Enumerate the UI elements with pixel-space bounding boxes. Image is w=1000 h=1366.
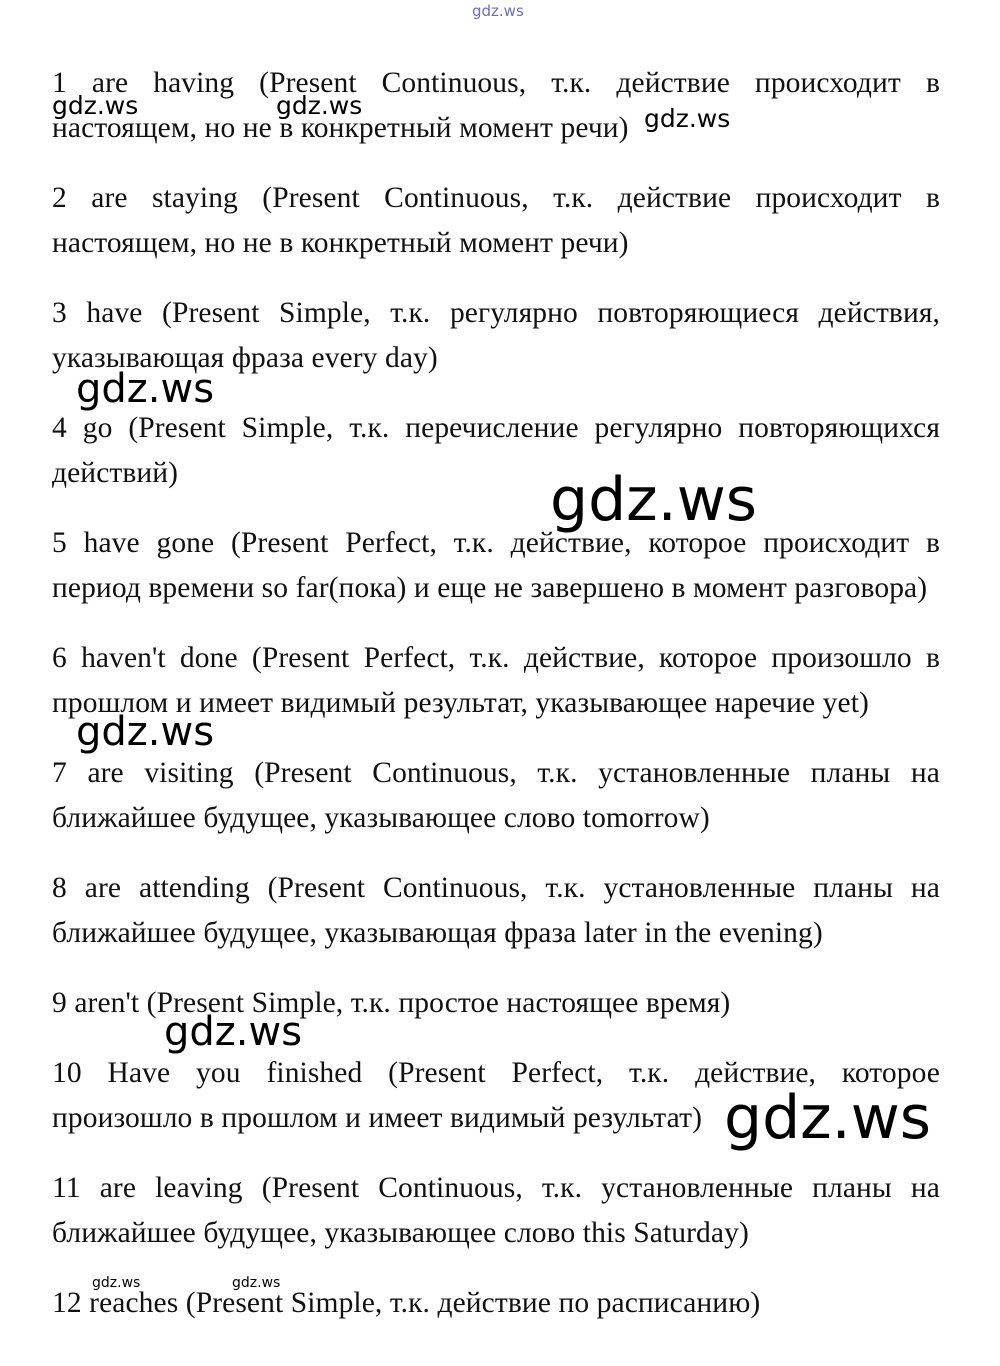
watermark-top: gdz.ws — [472, 2, 524, 20]
watermark: gdz.ws — [92, 1275, 141, 1291]
answer-item-2: 2 are staying (Present Continuous, т.к. действие происходит в настоящем, но не в конкретный момент речи) — [52, 182, 940, 259]
answer-item-9: 9 aren't (Present Simple, т.к. простое настоящее время) — [52, 987, 731, 1019]
watermark: gdz.ws — [52, 91, 139, 120]
watermark: gdz.ws — [724, 1083, 932, 1153]
answer-item-1: 1 are having (Present Continuous, т.к. действие происходит в настоящем, но не в конкретный момент речи) — [52, 67, 940, 144]
watermark: gdz.ws — [644, 104, 731, 133]
answer-item-10: 10 Have you finished (Present Perfect, т.к. действие, которое произошло в прошлом и имеет видимый результат) — [52, 1057, 940, 1134]
answer-item-3: 3 have (Present Simple, т.к. регулярно повторяющиеся действия, указывающая фраза every day) — [52, 297, 940, 374]
answer-item-7: 7 are visiting (Present Continuous, т.к. установленные планы на ближайшее будущее, указывающее слово tomorrow) — [52, 757, 940, 834]
watermark: gdz.ws — [232, 1275, 281, 1291]
answer-item-8: 8 are attending (Present Continuous, т.к. установленные планы на ближайшее будущее, указывающая фраза later in the evening) — [52, 872, 940, 949]
watermark: gdz.ws — [76, 366, 215, 412]
watermark: gdz.ws — [76, 709, 215, 755]
answer-item-4: 4 go (Present Simple, т.к. перечисление регулярно повторяющихся действий) — [52, 412, 940, 489]
watermark: gdz.ws — [550, 465, 758, 535]
answer-item-11: 11 are leaving (Present Continuous, т.к. установленные планы на ближайшее будущее, указывающее слово this Saturday) — [52, 1172, 940, 1249]
watermark: gdz.ws — [276, 91, 363, 120]
answer-item-6: 6 haven't done (Present Perfect, т.к. действие, которое произошло в прошлом и имеет видимый результат, указывающее наречие yet) — [52, 642, 940, 719]
answer-item-12: 12 reaches (Present Simple, т.к. действие по расписанию) — [52, 1287, 761, 1319]
answer-list — [52, 61, 940, 1351]
answer-item-5: 5 have gone (Present Perfect, т.к. действие, которое происходит в период времени so far(пока) и еще не завершено в момент разговора) — [52, 527, 940, 604]
watermark: gdz.ws — [164, 1009, 303, 1055]
